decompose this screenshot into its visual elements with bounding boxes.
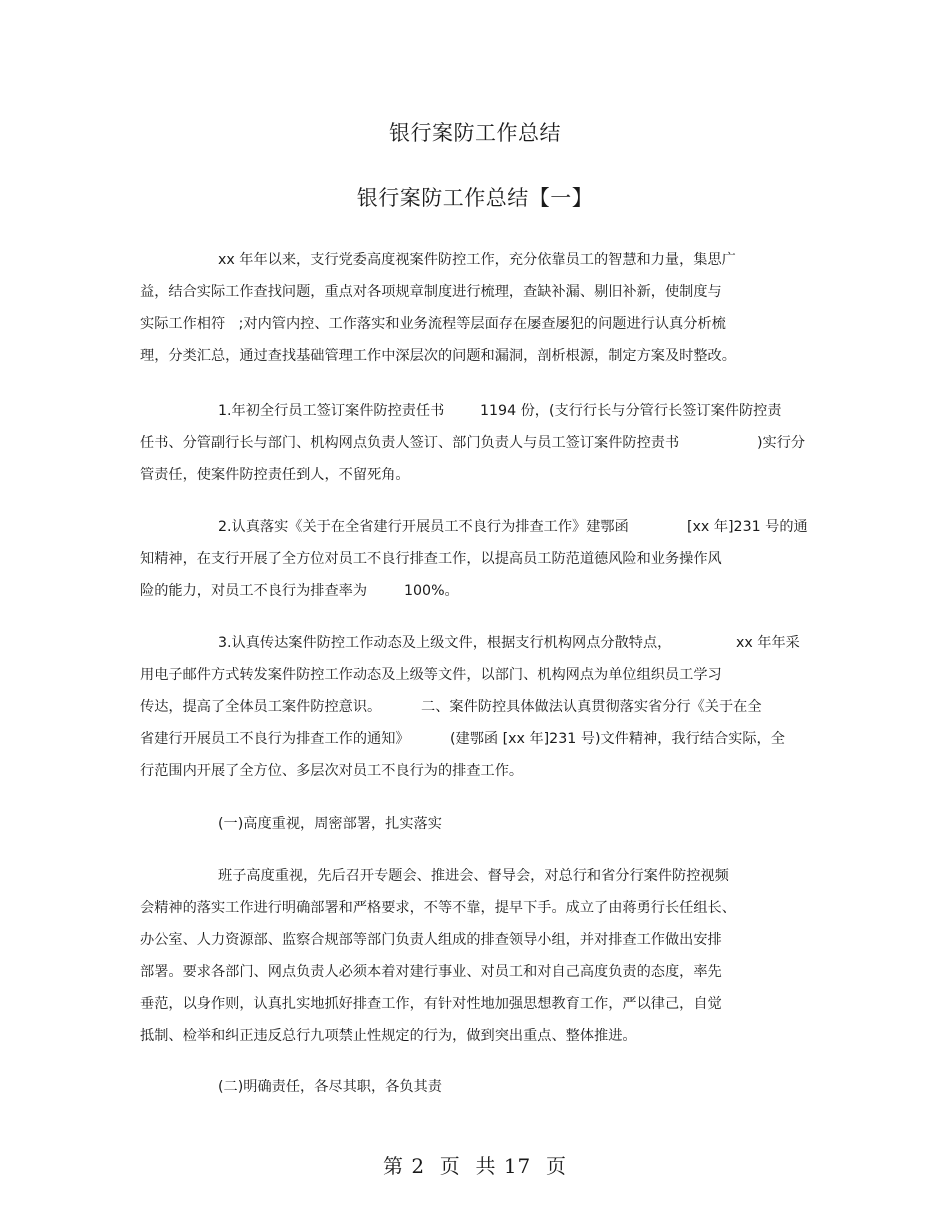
paragraph-line: 益，结合实际工作查找问题，重点对各项规章制度进行梳理，查缺补漏、剔旧补新，使制度与 (140, 284, 722, 300)
document-title: 银行案防工作总结 (389, 121, 561, 145)
paragraph-line: xx 年年以来，支行党委高度视案件防控工作，充分依靠员工的智慧和力量，集思广 (218, 252, 736, 268)
paragraph-line: 100%。 (404, 583, 459, 599)
subheading: (一)高度重视，周密部署，扎实落实 (218, 816, 442, 832)
paragraph-line: 垂范，以身作则，认真扎实地抓好排查工作，有针对性地加强思想教育工作，严以律己，自觉 (140, 996, 722, 1012)
paragraph-line: 会精神的落实工作进行明确部署和严格要求，不等不靠，提早下手。成立了由蒋勇行长任组长、 (140, 900, 736, 916)
page-number: 第 2 页 共 17 页 (382, 1154, 568, 1178)
paragraph-line: 知精神，在支行开展了全方位对员工不良行排查工作，以提高员工防范道德风险和业务操作风 (140, 551, 722, 567)
paragraph-line: [xx 年]231 号的通 (687, 519, 808, 535)
paragraph-line: 3.认真传达案件防控工作动态及上级文件，根据支行机构网点分散特点， (218, 635, 672, 651)
paragraph-line: 二、案件防控具体做法认真贯彻落实省分行《关于在全 (421, 699, 762, 715)
paragraph-line: 险的能力，对员工不良行为排查率为 (140, 583, 368, 599)
paragraph-line: 1.年初全行员工签订案件防控责任书 (218, 403, 445, 419)
subheading: (二)明确责任，各尽其职，各负其责 (218, 1079, 442, 1095)
paragraph-line: 行范围内开展了全方位、多层次对员工不良行为的排查工作。 (140, 763, 524, 779)
paragraph-line: 1194 份，(支行行长与分管行长签订案件防控责 (480, 403, 782, 419)
paragraph-line: )实行分 (757, 435, 806, 451)
paragraph-line: 2.认真落实《关于在全省建行开展员工不良行为排查工作》建鄂函 (218, 519, 629, 535)
paragraph-line: xx 年年采 (736, 635, 800, 651)
paragraph-line: 用电子邮件方式转发案件防控工作动态及上级等文件，以部门、机构网点为单位组织员工学习 (140, 667, 722, 683)
paragraph-line: 省建行开展员工不良行为排查工作的通知》 (140, 731, 410, 747)
section-heading: 银行案防工作总结【一】 (356, 186, 594, 210)
paragraph-line: (建鄂函 [xx 年]231 号)文件精神，我行结合实际，全 (450, 731, 785, 747)
paragraph-line: 理，分类汇总，通过查找基础管理工作中深层次的问题和漏洞，剖析根源，制定方案及时整改。 (140, 348, 736, 364)
paragraph-line: 办公室、人力资源部、监察合规部等部门负责人组成的排查领导小组，并对排查工作做出安排 (140, 932, 722, 948)
paragraph-line: 传达，提高了全体员工案件防控意识。 (140, 699, 382, 715)
paragraph-line: 班子高度重视，先后召开专题会、推进会、督导会，对总行和省分行案件防控视频 (218, 868, 729, 884)
paragraph-line: 抵制、检举和纠正违反总行九项禁止性规定的行为，做到突出重点、整体推进。 (140, 1028, 637, 1044)
paragraph-line: 管责任，使案件防控责任到人，不留死角。 (140, 467, 410, 483)
paragraph-line: 部署。要求各部门、网点负责人必须本着对建行事业、对员工和对自己高度负责的态度，率先 (140, 964, 722, 980)
paragraph-line: 实际工作相符 ;对内管内控、工作落实和业务流程等层面存在屡查屡犯的问题进行认真分析梳 (140, 316, 726, 332)
paragraph-line: 任书、分管副行长与部门、机构网点负责人签订、部门负责人与员工签订案件防控责书 (140, 435, 680, 451)
